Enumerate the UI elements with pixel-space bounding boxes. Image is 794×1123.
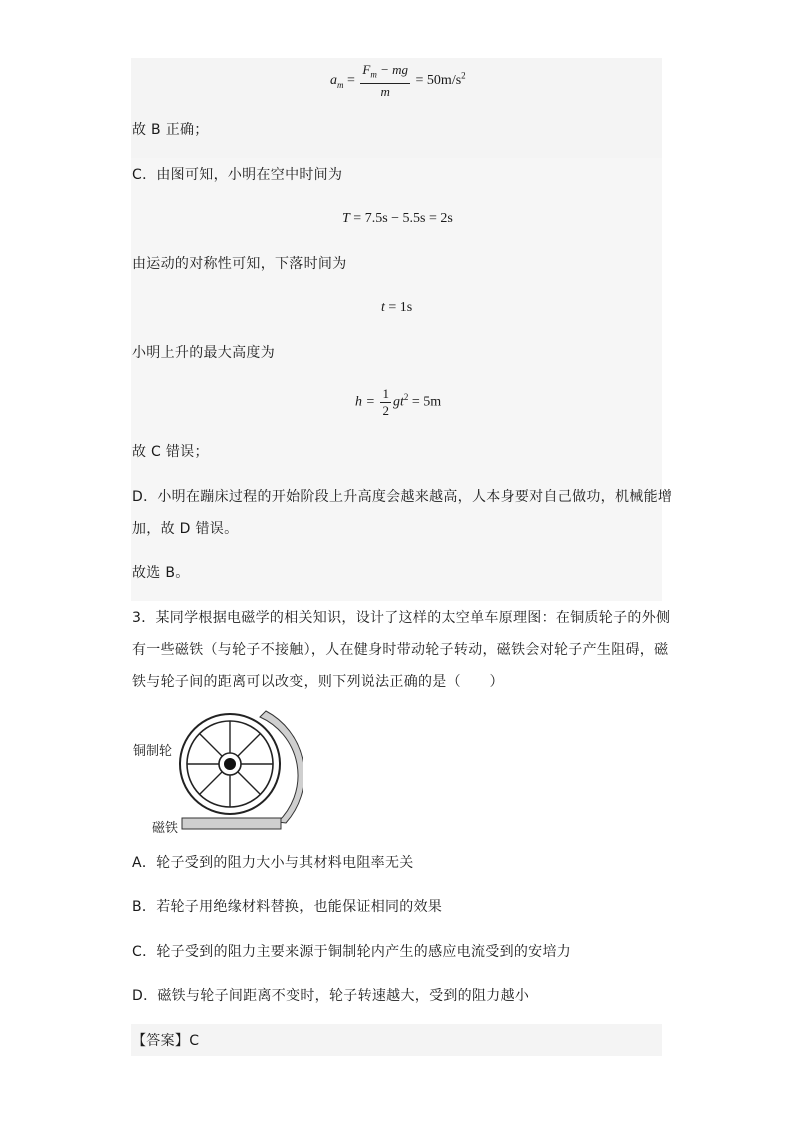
formula-a-lhs-sub: m <box>337 79 344 90</box>
base-magnet <box>182 818 281 829</box>
option-a: A．轮子受到的阻力大小与其材料电阻率无关 <box>132 855 414 871</box>
formula-T: T = 7.5s − 5.5s = 2s <box>342 211 453 226</box>
formula-a-rhs-sup: 2 <box>461 70 466 81</box>
formula-a-num-f-sub: m <box>370 69 377 80</box>
option-b: B．若轮子用绝缘材料替换，也能保证相同的效果 <box>132 899 443 915</box>
formula-acceleration: $a_m$ = $\frac{F_m - mg}{m}$ = $50m/s^2$ <box>330 62 466 99</box>
option-d: D．磁铁与轮子间距离不变时，轮子转速越大，受到的阻力越小 <box>132 988 530 1004</box>
formula-T-value: = 7.5s − 5.5s = 2s <box>353 211 453 226</box>
formula-a-lhs: a <box>330 73 337 89</box>
formula-h-fraction <box>380 386 391 419</box>
answer-text: 【答案】C <box>132 1033 200 1049</box>
text-d-line1: D．小明在蹦床过程的开始阶段上升高度会越来越高，人本身要对自己做功，机械能增 <box>132 489 673 505</box>
formula-h-end: = 5m <box>411 394 442 410</box>
formula-a-num-f: F <box>362 62 371 77</box>
formula-a-fraction <box>360 62 410 100</box>
text-choose: 故选 B。 <box>132 565 190 581</box>
option-c: C．轮子受到的阻力主要来源于铜制轮内产生的感应电流受到的安培力 <box>132 944 572 960</box>
answer-shade <box>131 1024 662 1056</box>
question3-line2: 有一些磁铁（与轮子不接触），人在健身时带动轮子转动，磁铁会对轮子产生阻碍，磁 <box>132 642 669 658</box>
formula-t-value: = 1s <box>388 300 413 315</box>
formula-h <box>355 386 441 419</box>
formula-h-num: 1 <box>382 386 389 401</box>
text-c-intro: C．由图可知，小明在空中时间为 <box>132 167 343 183</box>
wheel-hub-center <box>224 758 236 770</box>
formula-h-lhs: h = <box>355 394 375 410</box>
label-magnet: 磁铁 <box>152 821 179 836</box>
formula-a-rhs: = 50m/s <box>415 73 462 89</box>
formula-t: t = 1s <box>381 300 413 315</box>
question3-line3: 铁与轮子间的距离可以改变，则下列说法正确的是（ ） <box>132 674 504 690</box>
formula-h-var: gt <box>392 394 404 410</box>
text-max-height: 小明上升的最大高度为 <box>132 345 275 361</box>
text-c-wrong: 故 C 错误； <box>132 444 209 460</box>
formula-h-sup: 2 <box>403 392 409 403</box>
formula-a-den: m <box>380 83 390 99</box>
text-d-line2: 加，故 D 错误。 <box>132 521 239 537</box>
formula-a-num-rest: − mg <box>380 62 409 77</box>
text-symmetry: 由运动的对称性可知，下落时间为 <box>132 256 347 272</box>
wheel-magnet-diagram <box>178 705 303 833</box>
question3-line1: 3．某同学根据电磁学的相关知识，设计了这样的太空单车原理图：在铜质轮子的外侧 <box>132 610 671 626</box>
text-b-correct: 故 B 正确； <box>132 122 209 138</box>
label-copper-wheel: 铜制轮 <box>133 744 173 759</box>
formula-h-den: 2 <box>382 403 389 418</box>
